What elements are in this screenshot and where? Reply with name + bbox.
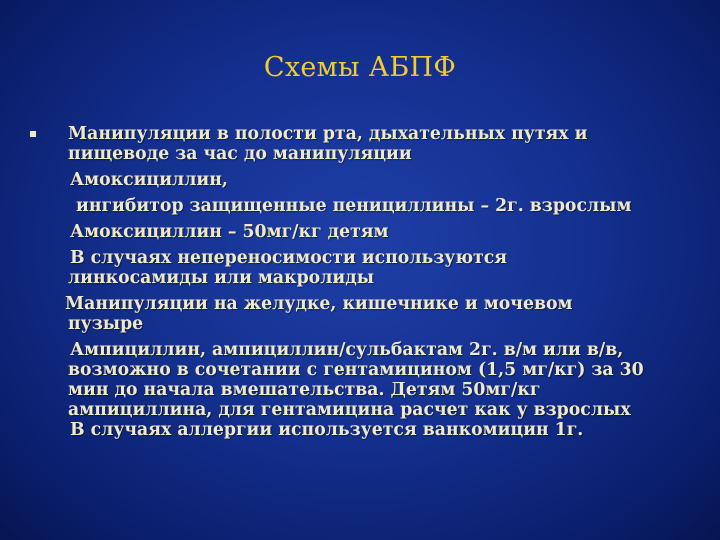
body-line: ингибитор защищенные пенициллины – 2г. взрослым (76, 196, 632, 216)
body-line: В случаях непереносимости используются (70, 248, 508, 268)
body-line: В случаях аллергии используется ванкомицин 1г. (70, 420, 584, 440)
body-line: возможно в сочетании с гентамицином (1,5 мг/кг) за 30 (68, 360, 644, 380)
body-line: пузыре (68, 314, 144, 334)
body-line: мин до начала вмешательства. Детям 50мг/кг (68, 380, 541, 400)
body-line: Амоксициллин, (70, 170, 228, 190)
slide-title: Схемы АБПФ (263, 52, 457, 83)
body-line: линкосамиды или макролиды (68, 268, 375, 288)
body-line: ампициллина, для гентамицина расчет как у взрослых (68, 400, 631, 420)
body-line: Амоксициллин – 50мг/кг детям (70, 222, 389, 242)
slide-body (65, 124, 698, 440)
body-line: Манипуляции в полости рта, дыхательных путях и (68, 124, 588, 144)
body-line: Ампициллин, ампициллин/сульбактам 2г. в/м или в/в, (70, 340, 624, 360)
body-line: Манипуляции на желудке, кишечнике и мочевом (65, 294, 573, 314)
body-line: пищеводе за час до манипуляции (68, 144, 412, 164)
bullet-marker (30, 131, 36, 137)
